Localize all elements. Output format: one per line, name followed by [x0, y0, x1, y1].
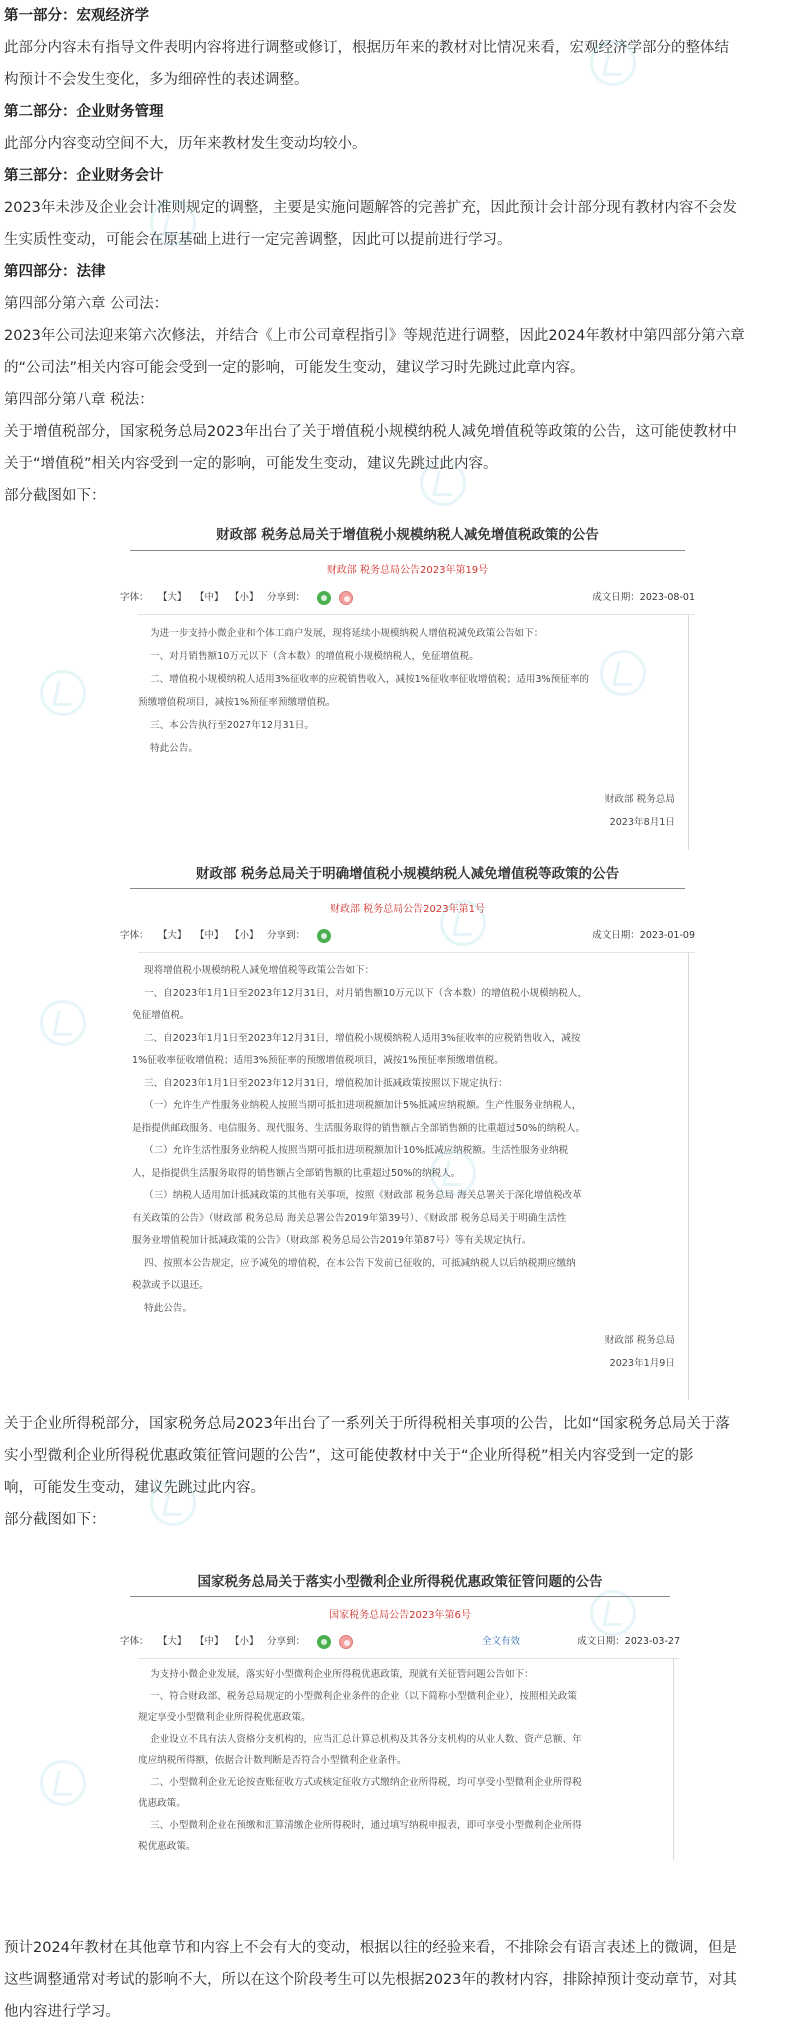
body-line: 度应纳税所得额，依据合计数判断是否符合小型微利企业条件。	[138, 1755, 407, 1766]
body-line: 二、小型微利企业无论按查账征收方式或核定征收方式缴纳企业所得税，均可享受小型微利企业所得税	[150, 1776, 582, 1788]
notice-signature	[605, 1330, 675, 1375]
body-line: 是指提供邮政服务、电信服务、现代服务、生活服务取得的销售额占全部销售额的比重超过50%的纳税人。	[132, 1122, 586, 1134]
font-small-button[interactable]: 【小】	[230, 592, 259, 603]
title-divider	[130, 888, 685, 889]
content-border	[673, 1658, 674, 1860]
font-medium-button[interactable]: 【中】	[195, 1636, 224, 1647]
text-line: 2023年公司法迎来第六次修法，并结合《上市公司章程指引》等规范进行调整，因此2024年教材中第四部分第六章	[4, 328, 745, 344]
watermark-logo-icon	[40, 670, 86, 716]
body-line: 一、自2023年1月1日至2023年12月31日，对月销售额10万元以下（含本数）的增值税小规模纳税人，	[144, 987, 588, 999]
text-line: 实小型微利企业所得税优惠政策征管问题的公告”，这可能使教材中关于“企业所得税”相关内容受到一定的影	[4, 1448, 694, 1464]
text-line: 他内容进行学习。	[4, 2004, 120, 2020]
body-line: 二、增值税小规模纳税人适用3%征收率的应税销售收入，减按1%征收率征收增值税；适用3%预征率的	[150, 674, 590, 685]
font-size-label: 字体：	[120, 930, 149, 941]
body-line: 预缴增值税项目，减按1%预征率预缴增值税。	[138, 697, 336, 708]
notice-title: 财政部 税务总局关于增值税小规模纳税人减免增值税政策的公告	[216, 527, 599, 543]
text-line: 部分截图如下：	[4, 488, 106, 504]
notice-body	[132, 960, 588, 1320]
body-line: 特此公告。	[150, 743, 198, 754]
weibo-share-icon[interactable]	[339, 591, 353, 605]
content-border	[688, 614, 689, 850]
font-size-label: 字体：	[120, 592, 149, 603]
watermark-logo-icon	[40, 1000, 86, 1046]
watermark-logo-icon	[40, 1760, 86, 1806]
text-line: 此部分内容变动空间不大，历年来教材发生变动均较小。	[4, 136, 367, 152]
body-line: 特此公告。	[144, 1302, 192, 1314]
body-line: （一）允许生产性服务业纳税人按照当期可抵扣进项税额加计5%抵减应纳税额。生产性服务业纳税人，	[144, 1100, 582, 1111]
sign-date: 2023年8月1日	[609, 817, 675, 828]
text-line: 这些调整通常对考试的影响不大，所以在这个阶段考生可以先根据2023年的教材内容，排除掉预计变动章节，对其	[4, 1972, 737, 1988]
section-income-tax	[4, 1408, 807, 1536]
body-line: 免征增值税。	[132, 1010, 190, 1021]
validity-status: 全文有效	[482, 1636, 521, 1647]
body-line: 一、对月销售额10万元以下（含本数）的增值税小规模纳税人，免征增值税。	[150, 651, 479, 662]
section-accounting	[4, 160, 807, 256]
font-large-button[interactable]: 【大】	[158, 930, 187, 941]
title-divider	[130, 1596, 670, 1597]
body-line: 1%征收率征收增值税；适用3%预征率的预缴增值税项目，减按1%预征率预缴增值税。	[132, 1055, 504, 1066]
font-medium-button[interactable]: 【中】	[195, 930, 224, 941]
body-line: 为进一步支持小微企业和个体工商户发展，现将延续小规模纳税人增值税减免政策公告如下：	[150, 628, 544, 639]
text-line: 响，可能发生变动，建议先跳过此内容。	[4, 1480, 265, 1496]
body-line: （二）允许生活性服务业纳税人按照当期可抵扣进项税额加计10%抵减应纳税额。生活性服务业纳税	[144, 1145, 569, 1156]
heading-part3: 第三部分：企业财务会计	[4, 168, 164, 184]
share-label: 分享到：	[267, 930, 306, 941]
notice-meta-bar	[120, 1634, 680, 1650]
text-line: 构预计不会发生变化，多为细碎性的表述调整。	[4, 72, 309, 88]
share-label: 分享到：	[267, 1636, 306, 1647]
section-law	[4, 256, 807, 512]
text-line: 第四部分第八章 税法：	[4, 392, 154, 408]
content-border	[688, 952, 689, 1400]
heading-part4: 第四部分：法律	[4, 264, 106, 280]
notice-signature	[605, 788, 675, 834]
text-line: 的“公司法”相关内容可能会受到一定的影响，可能发生变动，建议学习时先跳过此章内容。	[4, 360, 585, 376]
text-line: 此部分内容未有指导文件表明内容将进行调整或修订，根据历年来的教材对比情况来看，宏观经济学部分的整体结	[4, 40, 729, 56]
text-line: 第四部分第六章 公司法：	[4, 296, 169, 312]
notice-meta-bar	[120, 928, 695, 944]
font-small-button[interactable]: 【小】	[230, 1636, 259, 1647]
text-line: 部分截图如下：	[4, 1512, 106, 1528]
weibo-share-icon[interactable]	[339, 1635, 353, 1649]
body-line: （三）纳税人适用加计抵减政策的其他有关事项，按照《财政部 税务总局 海关总署关于深化增值税改革	[144, 1190, 582, 1201]
text-line: 关于增值税部分，国家税务总局2023年出台了关于增值税小规模纳税人减免增值税等政策的公告，这可能使教材中	[4, 424, 737, 440]
font-large-button[interactable]: 【大】	[158, 592, 187, 603]
notice-screenshot-3	[120, 1560, 680, 1860]
text-line: 关于企业所得税部分，国家税务总局2023年出台了一系列关于所得税相关事项的公告，比如“国家税务总局关于落	[4, 1416, 730, 1432]
body-line: 税款或予以退还。	[132, 1280, 209, 1291]
notice-body	[138, 622, 590, 760]
body-line: 服务业增值税加计抵减政策的公告》（财政部 税务总局公告2019年第87号）等有关规定执行。	[132, 1235, 532, 1246]
share-label: 分享到：	[267, 592, 306, 603]
meta-divider	[138, 1658, 680, 1659]
notice-body	[138, 1664, 582, 1858]
body-line: 人，是指提供生活服务取得的销售额占全部销售额的比重超过50%的纳税人。	[132, 1167, 461, 1179]
font-small-button[interactable]: 【小】	[230, 930, 259, 941]
section-conclusion	[4, 1932, 807, 2028]
text-line: 关于“增值税”相关内容受到一定的影响，可能发生变动，建议先跳过此内容。	[4, 456, 498, 472]
font-medium-button[interactable]: 【中】	[195, 592, 224, 603]
notice-screenshot-2	[120, 860, 695, 1400]
section-macro	[4, 0, 807, 96]
notice-date: 成文日期：2023-08-01	[592, 592, 695, 603]
body-line: 三、自2023年1月1日至2023年12月31日，增值税加计抵减政策按照以下规定执行：	[144, 1077, 508, 1089]
notice-doc-number: 财政部 税务总局公告2023年第19号	[326, 565, 489, 576]
wechat-share-icon[interactable]	[317, 591, 331, 605]
notice-title: 财政部 税务总局关于明确增值税小规模纳税人减免增值税等政策的公告	[195, 866, 620, 882]
notice-title: 国家税务总局关于落实小型微利企业所得税优惠政策征管问题的公告	[197, 1574, 603, 1590]
body-line: 优惠政策。	[138, 1798, 186, 1809]
text-line: 生实质性变动，可能会在原基础上进行一定完善调整，因此可以提前进行学习。	[4, 232, 512, 248]
body-line: 三、本公告执行至2027年12月31日。	[150, 720, 314, 731]
heading-part1: 第一部分：宏观经济学	[4, 8, 149, 24]
meta-divider	[138, 952, 695, 953]
notice-screenshot-1	[120, 510, 695, 850]
text-line: 2023年未涉及企业会计准则规定的调整，主要是实施问题解答的完善扩充，因此预计会计部分现有教材内容不会发	[4, 200, 737, 216]
text-line: 预计2024年教材在其他章节和内容上不会有大的变动，根据以往的经验来看，不排除会有语言表述上的微调，但是	[4, 1940, 737, 1956]
notice-doc-number: 国家税务总局公告2023年第6号	[329, 1610, 471, 1621]
body-line: 企业设立不具有法人资格分支机构的，应当汇总计算总机构及其各分支机构的从业人数、资产总额、年	[150, 1733, 582, 1745]
section-finance-management	[4, 96, 807, 160]
font-large-button[interactable]: 【大】	[158, 1636, 187, 1647]
sign-org: 财政部 税务总局	[604, 794, 675, 805]
body-line: 一、符合财政部、税务总局规定的小型微利企业条件的企业（以下简称小型微利企业），按照相关政策	[150, 1690, 577, 1702]
body-line: 现将增值税小规模纳税人减免增值税等政策公告如下：	[144, 965, 375, 976]
body-line: 为支持小微企业发展，落实好小型微利企业所得税优惠政策，现就有关征管问题公告如下：	[150, 1669, 534, 1680]
heading-part2: 第二部分：企业财务管理	[4, 104, 164, 120]
sign-org: 财政部 税务总局	[604, 1335, 675, 1346]
body-line: 三、小型微利企业在预缴和汇算清缴企业所得税时，通过填写纳税申报表，即可享受小型微利企业所得	[150, 1819, 582, 1831]
title-divider	[130, 550, 685, 551]
body-line: 二、自2023年1月1日至2023年12月31日，增值税小规模纳税人适用3%征收率的应税销售收入，减按	[144, 1032, 581, 1044]
wechat-share-icon[interactable]	[317, 929, 331, 943]
notice-date: 成文日期：2023-03-27	[577, 1636, 680, 1647]
body-line: 四、按照本公告规定，应予减免的增值税，在本公告下发前已征收的，可抵减纳税人以后纳税期应缴纳	[144, 1257, 576, 1269]
body-line: 有关政策的公告》（财政部 税务总局 海关总署公告2019年第39号）、《财政部 税务总局关于明确生活性	[132, 1212, 567, 1224]
font-size-label: 字体：	[120, 1636, 149, 1647]
body-line: 规定享受小型微利企业所得税优惠政策。	[138, 1712, 311, 1723]
meta-divider	[138, 614, 695, 615]
notice-date: 成文日期：2023-01-09	[592, 930, 695, 941]
wechat-share-icon[interactable]	[317, 1635, 331, 1649]
notice-doc-number: 财政部 税务总局公告2023年第1号	[330, 904, 485, 915]
sign-date: 2023年1月9日	[609, 1357, 675, 1369]
body-line: 税优惠政策。	[138, 1841, 196, 1852]
notice-meta-bar	[120, 590, 695, 606]
